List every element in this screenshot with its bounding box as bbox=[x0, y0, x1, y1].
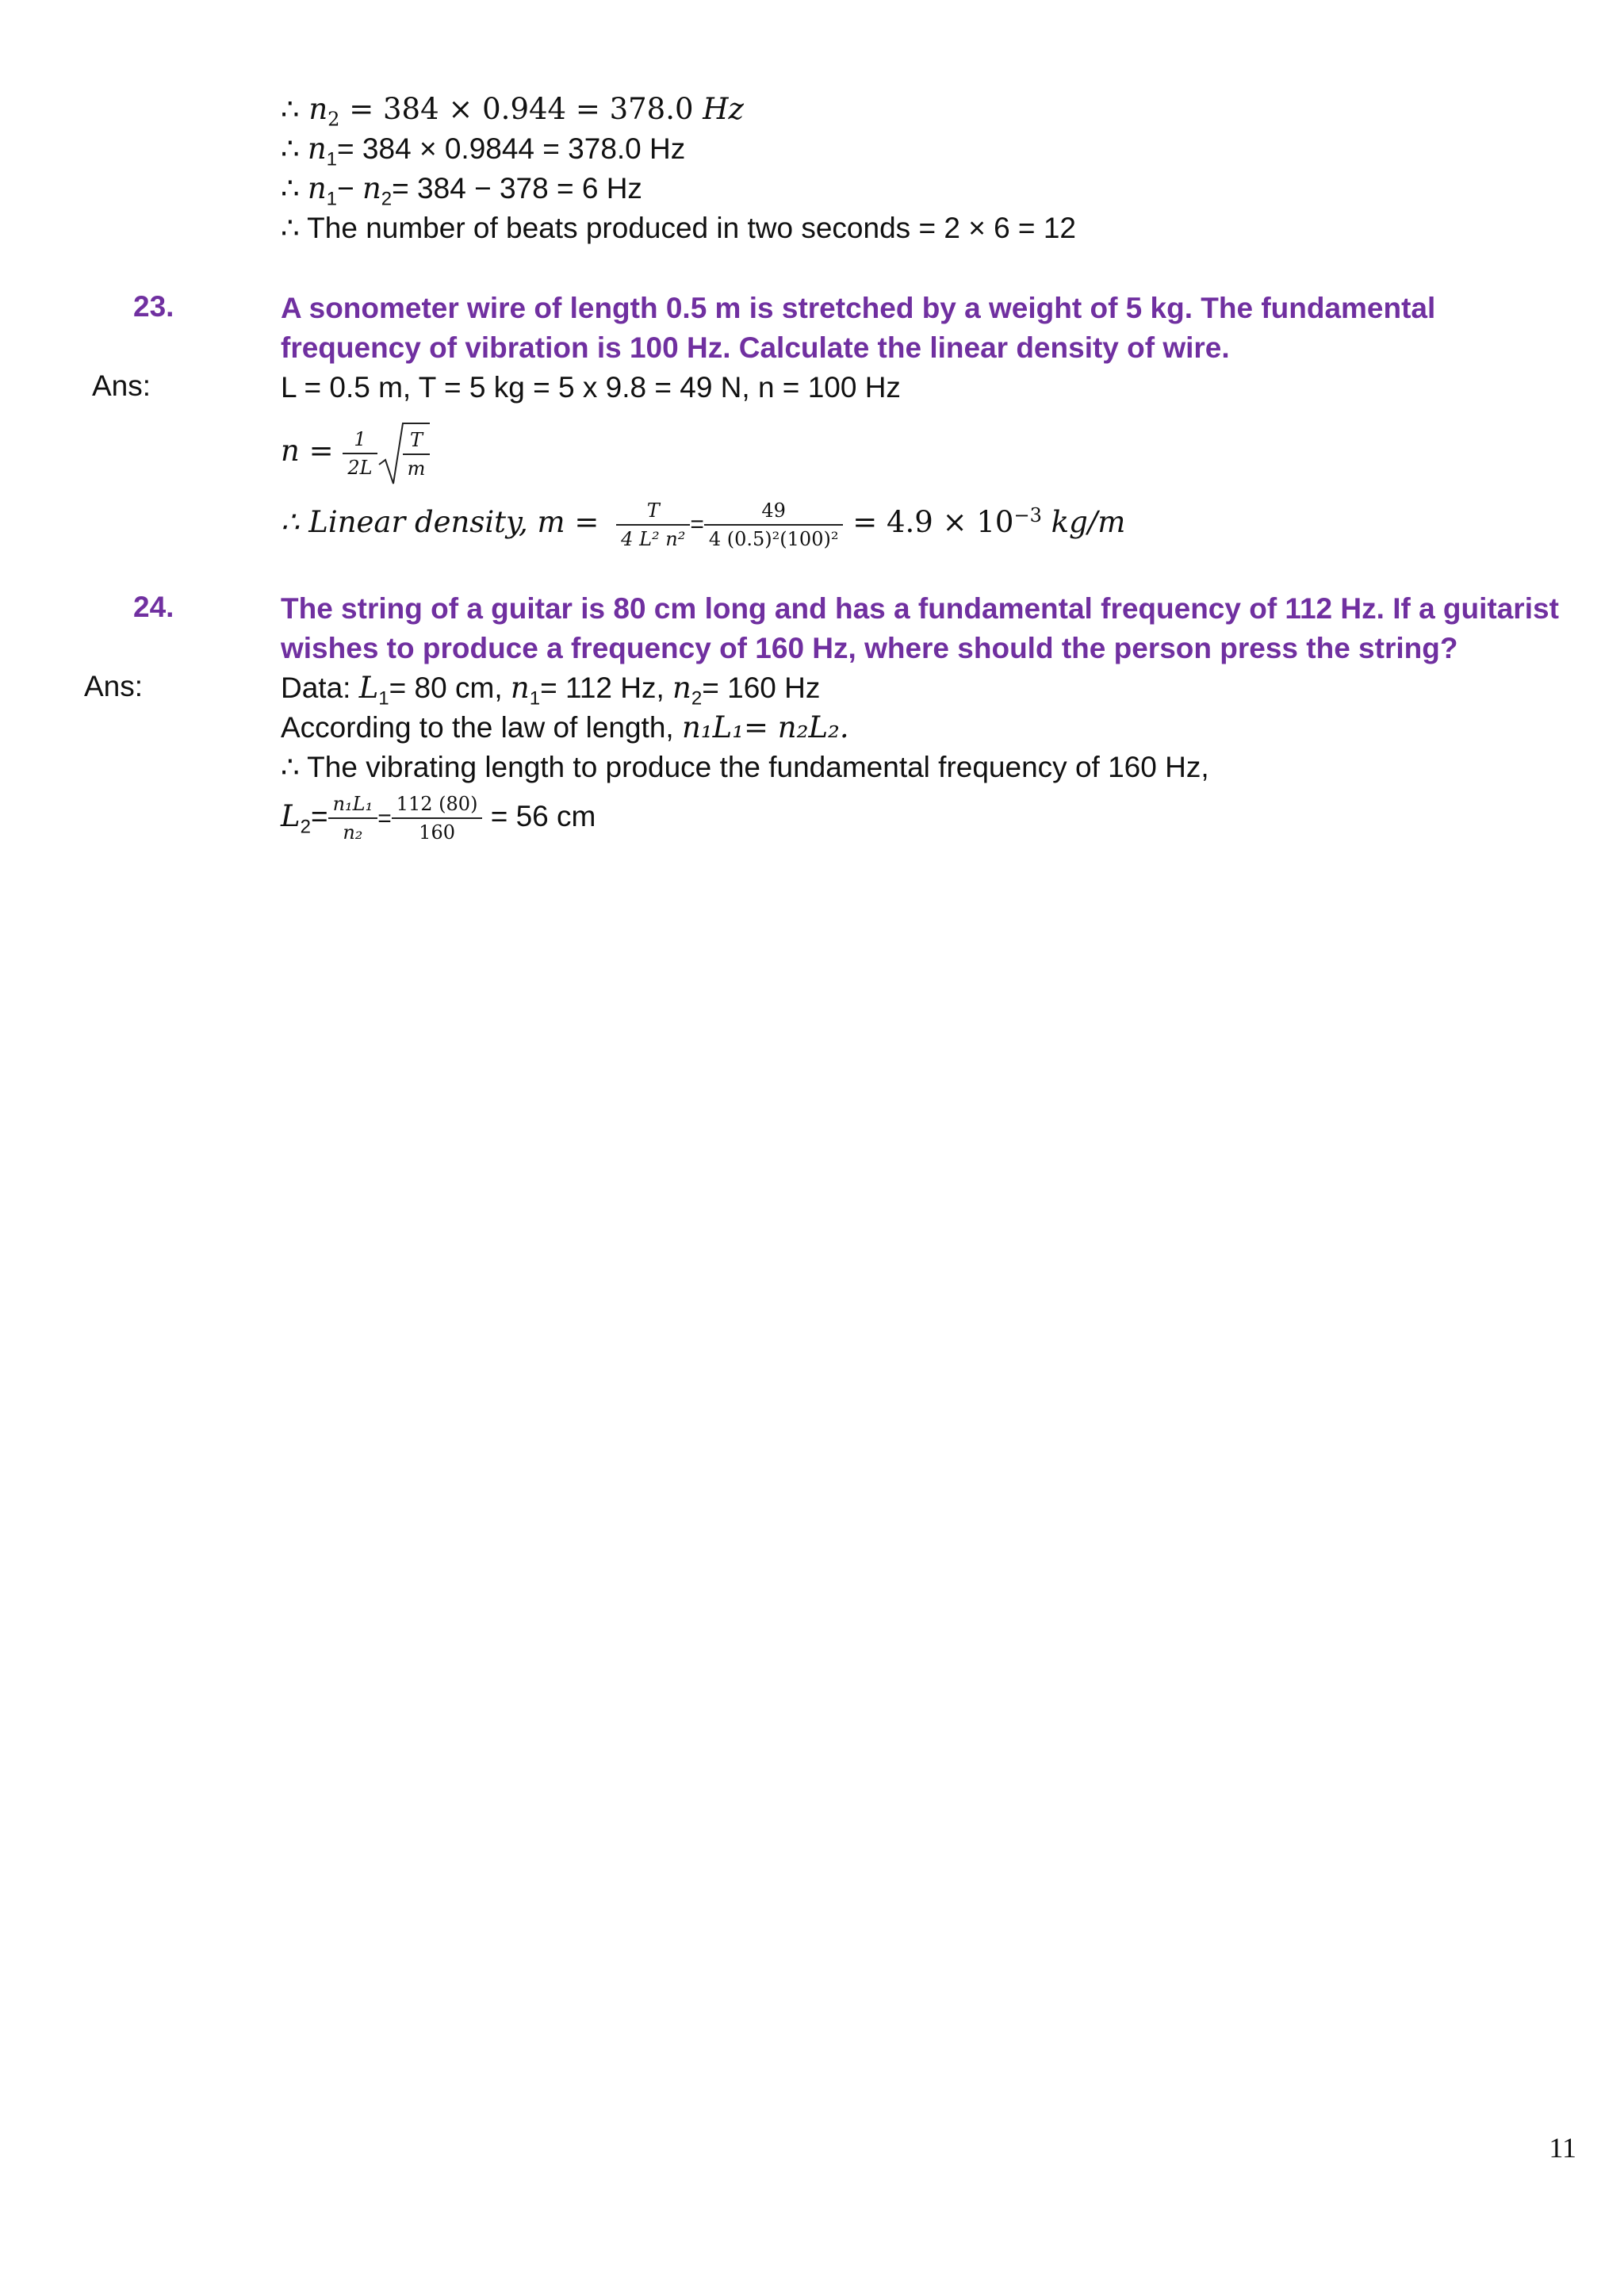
formula-lhs: n = bbox=[281, 434, 334, 468]
therefore-symbol: ∴ bbox=[281, 92, 309, 126]
var: n bbox=[308, 92, 328, 126]
fraction-112x80-over-160 bbox=[392, 792, 483, 844]
numerator: T bbox=[403, 428, 431, 455]
therefore-symbol: ∴ bbox=[281, 172, 308, 205]
answer-value: = 56 cm bbox=[490, 800, 596, 832]
denominator: 2L bbox=[347, 456, 373, 479]
law-text: According to the law of length, bbox=[281, 711, 682, 744]
var: L bbox=[358, 671, 379, 705]
sub: 2 bbox=[381, 188, 393, 210]
answer-24-vibrating: ∴ The vibrating length to produce the fundamental frequency of 160 Hz, bbox=[281, 751, 1209, 783]
var: n bbox=[672, 671, 691, 705]
exponent: −3 bbox=[1013, 504, 1042, 526]
denominator: m bbox=[407, 457, 426, 480]
law-expression: n₁L₁= n₂L₂. bbox=[681, 710, 849, 744]
answer-23-label: Ans: bbox=[92, 369, 151, 402]
numerator: T bbox=[616, 499, 690, 526]
var: n bbox=[362, 171, 381, 205]
sub: 2 bbox=[300, 816, 311, 838]
numerator: n₁L₁ bbox=[328, 792, 378, 819]
sub: 1 bbox=[529, 687, 541, 710]
fraction-1-over-2L bbox=[343, 427, 377, 480]
question-24-number: 24. bbox=[133, 591, 174, 623]
density-result: = 4.9 × 10 bbox=[852, 505, 1014, 540]
answer-23-formula bbox=[281, 415, 430, 490]
unit: Hz bbox=[703, 92, 745, 126]
answer-24-label: Ans: bbox=[84, 670, 144, 702]
sub: 1 bbox=[378, 687, 389, 710]
value: = 112 Hz, bbox=[540, 672, 673, 704]
sub: 2 bbox=[327, 108, 340, 131]
sub: 1 bbox=[326, 188, 338, 210]
value: = 80 cm, bbox=[389, 672, 511, 704]
expr: = 384 − 378 = 6 Hz bbox=[392, 172, 642, 205]
therefore-symbol: ∴ bbox=[281, 132, 308, 165]
var: L bbox=[281, 799, 301, 833]
numerator: 49 bbox=[704, 499, 844, 526]
fraction-t-over-m bbox=[403, 428, 431, 480]
answer-23-given: L = 0.5 m, T = 5 kg = 5 x 9.8 = 49 N, n = 100 Hz bbox=[281, 371, 901, 404]
fraction-49-over-denominator bbox=[704, 499, 844, 551]
numerator: 1 bbox=[343, 427, 377, 454]
var: n bbox=[307, 171, 327, 205]
var: n bbox=[510, 671, 530, 705]
sqrt-t-over-m bbox=[377, 416, 431, 490]
page-number: 11 bbox=[1549, 2132, 1576, 2164]
fraction-n1l1-over-n2 bbox=[328, 792, 378, 844]
equals: = bbox=[310, 800, 328, 832]
prev-line-4: ∴ The number of beats produced in two seconds = 2 × 6 = 12 bbox=[281, 212, 1076, 244]
sub: 2 bbox=[691, 687, 703, 710]
question-24-text: The string of a guitar is 80 cm long and has a fundamental frequency of 112 Hz. If a guitarist wishes to produce a frequency of 160 Hz, where should the person press the string? bbox=[281, 592, 1559, 664]
denominator: 4 L² n² bbox=[621, 527, 686, 550]
denominator: 4 (0.5)²(100)² bbox=[708, 527, 839, 550]
var: n bbox=[307, 132, 327, 166]
equals: = bbox=[690, 511, 704, 538]
data-prefix: Data: bbox=[281, 672, 359, 704]
equals: = bbox=[377, 806, 392, 832]
expr: = 384 × 0.9844 = 378.0 Hz bbox=[337, 132, 686, 165]
question-23-text: A sonometer wire of length 0.5 m is stretched by a weight of 5 kg. The fundamental frequency of vibration is 100 Hz. Calculate the linear density of wire. bbox=[281, 292, 1436, 364]
numerator: 112 (80) bbox=[392, 792, 483, 819]
answer-23-density bbox=[281, 484, 1125, 557]
value: = 160 Hz bbox=[702, 672, 821, 704]
denominator: 160 bbox=[419, 821, 455, 844]
expr: = 384 × 0.944 = 378.0 bbox=[339, 92, 703, 126]
question-23-number: 23. bbox=[133, 290, 174, 323]
answer-24-result bbox=[281, 785, 596, 859]
density-lhs: ∴ Linear density, m = bbox=[281, 505, 599, 540]
unit: kg/m bbox=[1041, 505, 1126, 540]
minus: − bbox=[337, 172, 362, 205]
denominator: n₂ bbox=[343, 821, 363, 844]
fraction-t-over-4l2n2 bbox=[616, 499, 690, 551]
answer-24-law bbox=[281, 708, 849, 748]
sub: 1 bbox=[326, 148, 338, 170]
